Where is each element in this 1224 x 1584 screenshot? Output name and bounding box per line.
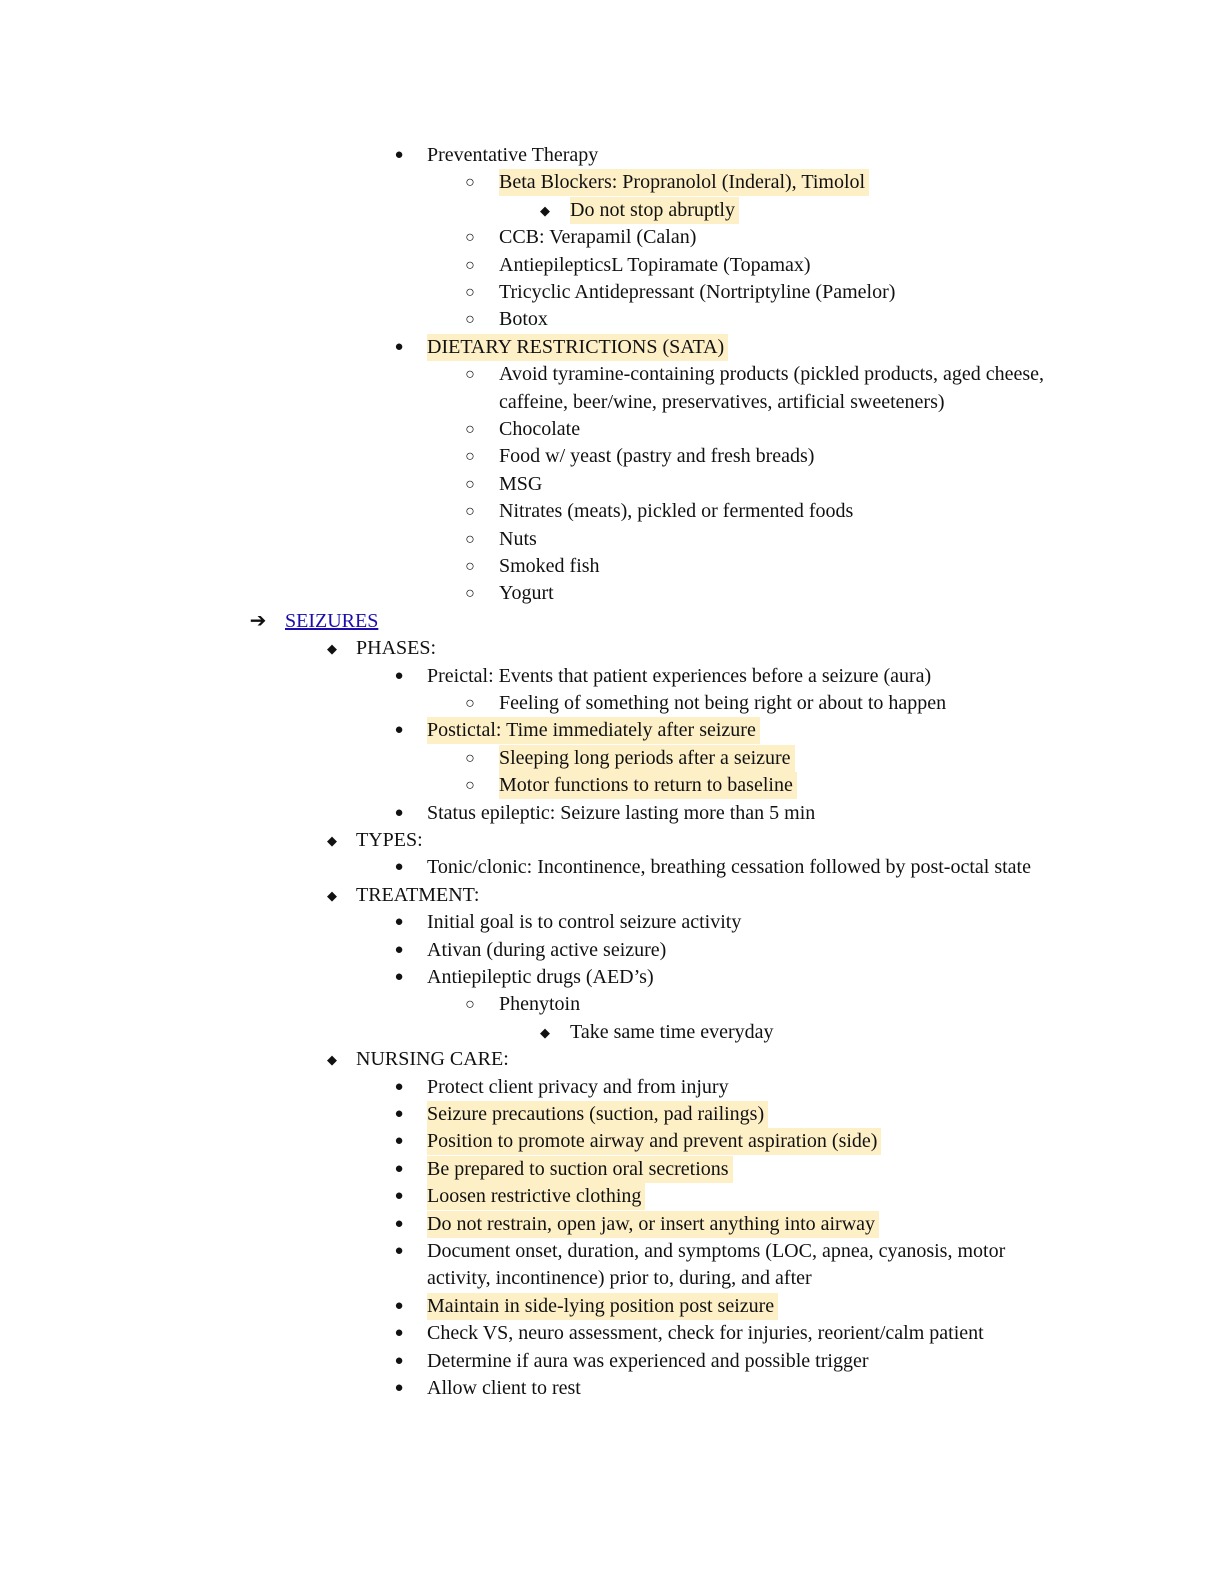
outline-item-text: Position to promote airway and prevent aspiration (side) <box>427 1128 881 1155</box>
disc-bullet-icon: ● <box>394 1243 404 1259</box>
outline-item-text: Food w/ yeast (pastry and fresh breads) <box>499 445 815 468</box>
outline-item-text: Status epileptic: Seizure lasting more than 5 min <box>427 801 816 824</box>
disc-bullet-icon: ● <box>394 1133 404 1150</box>
seizures-link[interactable]: SEIZURES <box>285 609 379 632</box>
disc-bullet-icon: ● <box>394 1106 404 1122</box>
outline-item-text: PHASES: <box>356 637 437 660</box>
outline-item-text: Sleeping long periods after a seizure <box>499 745 795 772</box>
outline-item-text: Document onset, duration, and symptoms (LOC, apnea, cyanosis, motor <box>427 1240 1006 1262</box>
diamond-bullet-icon: ◆ <box>327 833 337 848</box>
outline-item-text: Chocolate <box>499 418 581 440</box>
disc-bullet-icon: ● <box>394 1215 404 1232</box>
circle-bullet-icon: ○ <box>465 448 475 466</box>
disc-bullet-icon: ● <box>394 941 404 958</box>
circle-bullet-icon: ○ <box>465 174 475 192</box>
outline-item-text: Motor functions to return to baseline <box>499 772 797 799</box>
disc-bullet-icon: ● <box>394 859 404 876</box>
outline-item-text: Tricyclic Antidepressant (Nortriptyline (Pamelor) <box>499 281 896 303</box>
outline-item-text: Loosen restrictive clothing <box>427 1183 645 1210</box>
circle-bullet-icon: ○ <box>465 475 475 493</box>
outline-item-text: Maintain in side-lying position post seizure <box>427 1293 778 1320</box>
outline-item-text: TYPES: <box>356 829 423 851</box>
circle-bullet-icon: ○ <box>465 503 475 521</box>
disc-bullet-icon: ● <box>394 147 404 163</box>
outline-item-text: Avoid tyramine-containing products (pickled products, aged cheese, <box>499 363 1045 386</box>
disc-bullet-icon: ● <box>394 722 404 739</box>
circle-bullet-icon: ○ <box>465 311 475 329</box>
circle-bullet-icon: ○ <box>465 530 475 548</box>
diamond-bullet-icon: ◆ <box>327 1052 337 1068</box>
arrow-bullet-icon: ➔ <box>249 609 267 632</box>
diamond-bullet-icon: ◆ <box>327 887 337 903</box>
circle-bullet-icon: ○ <box>465 229 475 247</box>
disc-bullet-icon: ● <box>394 667 404 684</box>
outline-item-text: Nitrates (meats), pickled or fermented foods <box>499 500 854 523</box>
disc-bullet-icon: ● <box>394 1188 404 1205</box>
outline-item-text: Do not restrain, open jaw, or insert anything into airway <box>427 1211 879 1238</box>
disc-bullet-icon: ● <box>394 1297 404 1314</box>
outline-item-text: AntiepilepticsL Topiramate (Topamax) <box>499 253 811 276</box>
outline-item-text: TREATMENT: <box>356 883 480 906</box>
outline-item-text: Do not stop abruptly <box>570 197 739 224</box>
diamond-bullet-icon: ◆ <box>540 202 550 218</box>
outline-item-text: NURSING CARE: <box>356 1048 509 1071</box>
disc-bullet-icon: ● <box>394 914 404 931</box>
disc-bullet-icon: ● <box>394 338 404 355</box>
outline-item-text: Determine if aura was experienced and possible trigger <box>427 1349 869 1372</box>
outline-item-text: Antiepileptic drugs (AED’s) <box>427 966 654 988</box>
outline-item-text: DIETARY RESTRICTIONS (SATA) <box>427 334 728 361</box>
circle-bullet-icon: ○ <box>465 256 475 274</box>
circle-bullet-icon: ○ <box>465 585 475 603</box>
circle-bullet-icon: ○ <box>465 558 475 575</box>
outline-item-text: Allow client to rest <box>427 1377 581 1399</box>
outline-item-text: Phenytoin <box>499 993 581 1016</box>
outline-item-text: Preventative Therapy <box>427 144 599 166</box>
outline-item-text: Botox <box>499 308 548 331</box>
diamond-bullet-icon: ◆ <box>540 1024 550 1040</box>
outline-item-text: Postictal: Time immediately after seizure <box>427 717 760 744</box>
disc-bullet-icon: ● <box>394 969 404 985</box>
circle-bullet-icon: ○ <box>465 777 475 795</box>
outline-item-text: caffeine, beer/wine, preservatives, artificial sweeteners) <box>499 390 945 413</box>
outline-item-text: Ativan (during active seizure) <box>427 938 667 961</box>
outline-item-text: Yogurt <box>499 582 554 605</box>
disc-bullet-icon: ● <box>394 1160 404 1177</box>
outline-item-text: Feeling of something not being right or about to happen <box>499 692 947 714</box>
diamond-bullet-icon: ◆ <box>327 641 337 657</box>
outline-item-text: CCB: Verapamil (Calan) <box>499 226 697 249</box>
disc-bullet-icon: ● <box>394 804 404 821</box>
circle-bullet-icon: ○ <box>465 421 475 438</box>
outline-item-text: Beta Blockers: Propranolol (Inderal), Timolol <box>499 169 869 196</box>
disc-bullet-icon: ● <box>394 1325 404 1342</box>
circle-bullet-icon: ○ <box>465 284 475 301</box>
disc-bullet-icon: ● <box>394 1078 404 1095</box>
outline-item-text: Nuts <box>499 527 537 550</box>
circle-bullet-icon: ○ <box>465 749 475 767</box>
outline-item-text: Seizure precautions (suction, pad railings) <box>427 1101 768 1128</box>
circle-bullet-icon: ○ <box>465 366 475 384</box>
outline-item-text: Preictal: Events that patient experiences before a seizure (aura) <box>427 664 932 687</box>
outline-item-text: MSG <box>499 472 543 495</box>
disc-bullet-icon: ● <box>394 1352 404 1369</box>
outline-item-text: Smoked fish <box>499 555 600 577</box>
outline-item-text: activity, incontinence) prior to, during, and after <box>427 1267 812 1290</box>
outline-item-text: Be prepared to suction oral secretions <box>427 1156 733 1183</box>
outline-item-text: Initial goal is to control seizure activity <box>427 911 742 934</box>
outline-item-text: Tonic/clonic: Incontinence, breathing cessation followed by post-octal state <box>427 856 1031 879</box>
circle-bullet-icon: ○ <box>465 996 475 1014</box>
disc-bullet-icon: ● <box>394 1380 404 1396</box>
outline-item-text: Take same time everyday <box>570 1020 774 1043</box>
outline-item-text: Check VS, neuro assessment, check for injuries, reorient/calm patient <box>427 1322 984 1345</box>
outline-item-text: Protect client privacy and from injury <box>427 1075 729 1098</box>
circle-bullet-icon: ○ <box>465 695 475 712</box>
